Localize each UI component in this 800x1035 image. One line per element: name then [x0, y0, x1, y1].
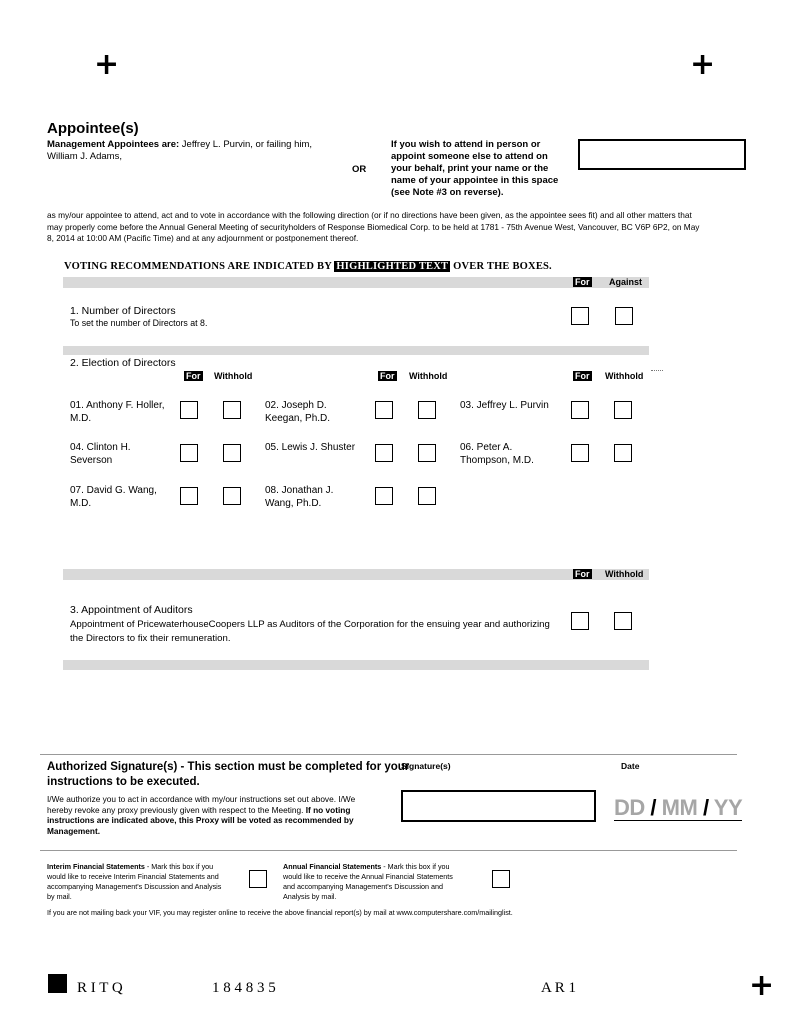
nominee-08: 08. Jonathan J. Wang, Ph.D. [265, 485, 334, 509]
nominee-04: 04. Clinton H. Severson [70, 442, 131, 466]
nominee-06-withhold-checkbox[interactable] [614, 444, 632, 462]
nominee-07: 07. David G. Wang, M.D. [70, 485, 157, 509]
auth-line-2: hereby revoke any proxy previously given with respect to the Meeting. [47, 804, 304, 815]
annual-line-4: Analysis by mail. [283, 892, 337, 901]
item3-header-band [63, 569, 649, 580]
date-sep-2: / [702, 795, 709, 820]
voting-note-prefix: VOTING RECOMMENDATIONS ARE INDICATED BY [64, 261, 335, 272]
item1-against-checkbox[interactable] [615, 307, 633, 325]
item1-against-header: Against [609, 277, 643, 287]
date-label: Date [621, 761, 640, 771]
nominee-07-withhold-checkbox[interactable] [223, 487, 241, 505]
dotted-mark [651, 370, 663, 371]
item1-title: 1. Number of Directors [70, 305, 176, 317]
date-input[interactable] [614, 796, 742, 821]
date-yy: YY [713, 795, 743, 820]
footer-code-ritq: R I T Q [77, 980, 123, 996]
signature-title-line-2: instructions to be executed. [47, 776, 200, 788]
col1-withhold-header: Withhold [214, 371, 253, 381]
nominee-05-withhold-checkbox[interactable] [418, 444, 436, 462]
appointee-direction [47, 210, 747, 245]
auth-line-1: I/We authorize you to act in accordance with my/our instructions set out above. I/We [47, 794, 356, 804]
footer-code-ar1: A R 1 [541, 980, 577, 996]
direction-line-3: 8, 2014 at 10:00 AM (Pacific Time) and at any adjournment or postponement thereof. [47, 233, 359, 243]
interim-line-3: accompanying Management's Discussion and Analysis [47, 882, 222, 891]
nominee-02-withhold-checkbox[interactable] [418, 401, 436, 419]
interim-line-1: - Mark this box if you [144, 862, 214, 871]
attend-instructions [391, 139, 571, 199]
online-registration-note: If you are not mailing back your VIF, you may register online to receive the above financial report(s) by mail at www.computershare.com/mailinglist. [47, 908, 513, 917]
footer-black-square [48, 974, 67, 993]
col3-withhold-header: Withhold [605, 371, 644, 381]
nominee-04-for-checkbox[interactable] [180, 444, 198, 462]
nominee-08-withhold-checkbox[interactable] [418, 487, 436, 505]
nominee-02: 02. Joseph D. Keegan, Ph.D. [265, 400, 331, 424]
direction-line-2: may properly come before the Annual General Meeting of securityholders of Response Biomedical Corp. to be held at 1781 - 75th Avenue West, Vancouver, BC V6P 6P2, on May [47, 221, 700, 232]
nominee-07-for-checkbox[interactable] [180, 487, 198, 505]
nominee-01-withhold-checkbox[interactable] [223, 401, 241, 419]
nominee-08-for-checkbox[interactable] [375, 487, 393, 505]
annual-label: Annual Financial Statements [283, 862, 382, 871]
management-names-1: Jeffrey L. Purvin, or failing him, [179, 139, 313, 150]
attend-line-2: appoint someone else to attend on [391, 151, 548, 162]
signature-title-line-1: Authorized Signature(s) - This section must be completed for your [47, 761, 410, 773]
item3-footer-band [63, 660, 649, 670]
auth-line-4: Management. [47, 825, 101, 836]
annual-statements-text [283, 862, 473, 902]
item3-for-header: For [575, 569, 590, 579]
item1-header-band [63, 277, 649, 288]
voting-note-suffix: OVER THE BOXES. [450, 261, 552, 272]
registration-mark-top-left: + [94, 47, 120, 82]
nominee-03-for-checkbox[interactable] [571, 401, 589, 419]
item3-desc-line-1: Appointment of PricewaterhouseCoopers LLP as Auditors of the Corporation for the ensuing year and authorizing [70, 619, 550, 630]
nominee-06-for-checkbox[interactable] [571, 444, 589, 462]
interim-line-4: by mail. [47, 892, 72, 901]
registration-mark-top-right: + [690, 47, 716, 82]
voting-recommendations-note [64, 261, 552, 272]
nominee-06: 06. Peter A. Thompson, M.D. [460, 442, 534, 466]
interim-label: Interim Financial Statements [47, 862, 145, 871]
registration-mark-bottom-right: + [749, 968, 775, 1003]
item1-for-checkbox[interactable] [571, 307, 589, 325]
signature-bottom-rule [40, 850, 737, 851]
nominee-05: 05. Lewis J. Shuster [265, 442, 356, 453]
nominee-05-for-checkbox[interactable] [375, 444, 393, 462]
management-appointees [47, 139, 347, 163]
attend-line-5: (see Note #3 on reverse). [391, 187, 504, 198]
nominee-01: 01. Anthony F. Holler, M.D. [70, 400, 165, 424]
attend-line-4: name of your appointee in this space [391, 175, 559, 186]
date-sep-1: / [650, 795, 657, 820]
voting-note-highlight: HIGHLIGHTED TEXT [336, 261, 449, 272]
footer-code-number: 1 8 4 8 3 5 [212, 980, 276, 996]
item3-for-checkbox[interactable] [571, 612, 589, 630]
item3-description [70, 618, 550, 646]
nominee-04-withhold-checkbox[interactable] [223, 444, 241, 462]
interim-line-2: would like to receive Interim Financial Statements and [47, 872, 219, 881]
direction-line-1: as my/our appointee to attend, act and to vote in accordance with the following direction (or if no directions have been given, as the appointee sees fit) and all other matters that [47, 210, 692, 220]
annual-line-3: and accompanying Management's Discussion and [283, 882, 443, 891]
col3-for-header: For [575, 371, 590, 381]
signature-authorization-text [47, 794, 387, 836]
signature-label: Signature(s) [401, 761, 451, 771]
appointee-name-input[interactable] [578, 139, 746, 170]
appointee-title: Appointee(s) [47, 120, 139, 137]
signature-input[interactable] [401, 790, 596, 822]
nominee-03-withhold-checkbox[interactable] [614, 401, 632, 419]
attend-line-1: If you wish to attend in person or [391, 139, 541, 150]
nominee-02-for-checkbox[interactable] [375, 401, 393, 419]
col2-for-header: For [380, 371, 395, 381]
interim-statements-checkbox[interactable] [249, 870, 267, 888]
item3-desc-line-2: the Directors to fix their remuneration. [70, 633, 231, 644]
item1-for-header: For [575, 277, 590, 287]
date-mm: MM [661, 795, 698, 820]
item1-description: To set the number of Directors at 8. [70, 318, 208, 328]
signature-top-rule [40, 754, 737, 755]
annual-line-1: - Mark this box if you [381, 862, 450, 871]
item2-header-band [63, 346, 649, 355]
annual-statements-checkbox[interactable] [492, 870, 510, 888]
signature-title [47, 760, 409, 790]
item2-title: 2. Election of Directors [70, 357, 176, 369]
nominee-01-for-checkbox[interactable] [180, 401, 198, 419]
col2-withhold-header: Withhold [409, 371, 448, 381]
management-names-2: William J. Adams, [47, 151, 122, 162]
date-dd: DD [614, 795, 645, 820]
annual-line-2: would like to receive the Annual Financial Statements [283, 872, 453, 881]
col1-for-header: For [186, 371, 201, 381]
item3-withhold-header: Withhold [605, 569, 644, 579]
item3-title: 3. Appointment of Auditors [70, 604, 193, 616]
auth-line-2-bold: If no voting [305, 804, 351, 815]
interim-statements-text [47, 862, 237, 902]
management-appointees-label: Management Appointees are: [47, 139, 180, 150]
nominee-03: 03. Jeffrey L. Purvin [460, 400, 549, 411]
item3-withhold-checkbox[interactable] [614, 612, 632, 630]
or-label: OR [352, 164, 367, 175]
attend-line-3: your behalf, print your name or the [391, 163, 549, 174]
auth-line-3: instructions are indicated above, this Proxy will be voted as recommended by [47, 815, 354, 825]
